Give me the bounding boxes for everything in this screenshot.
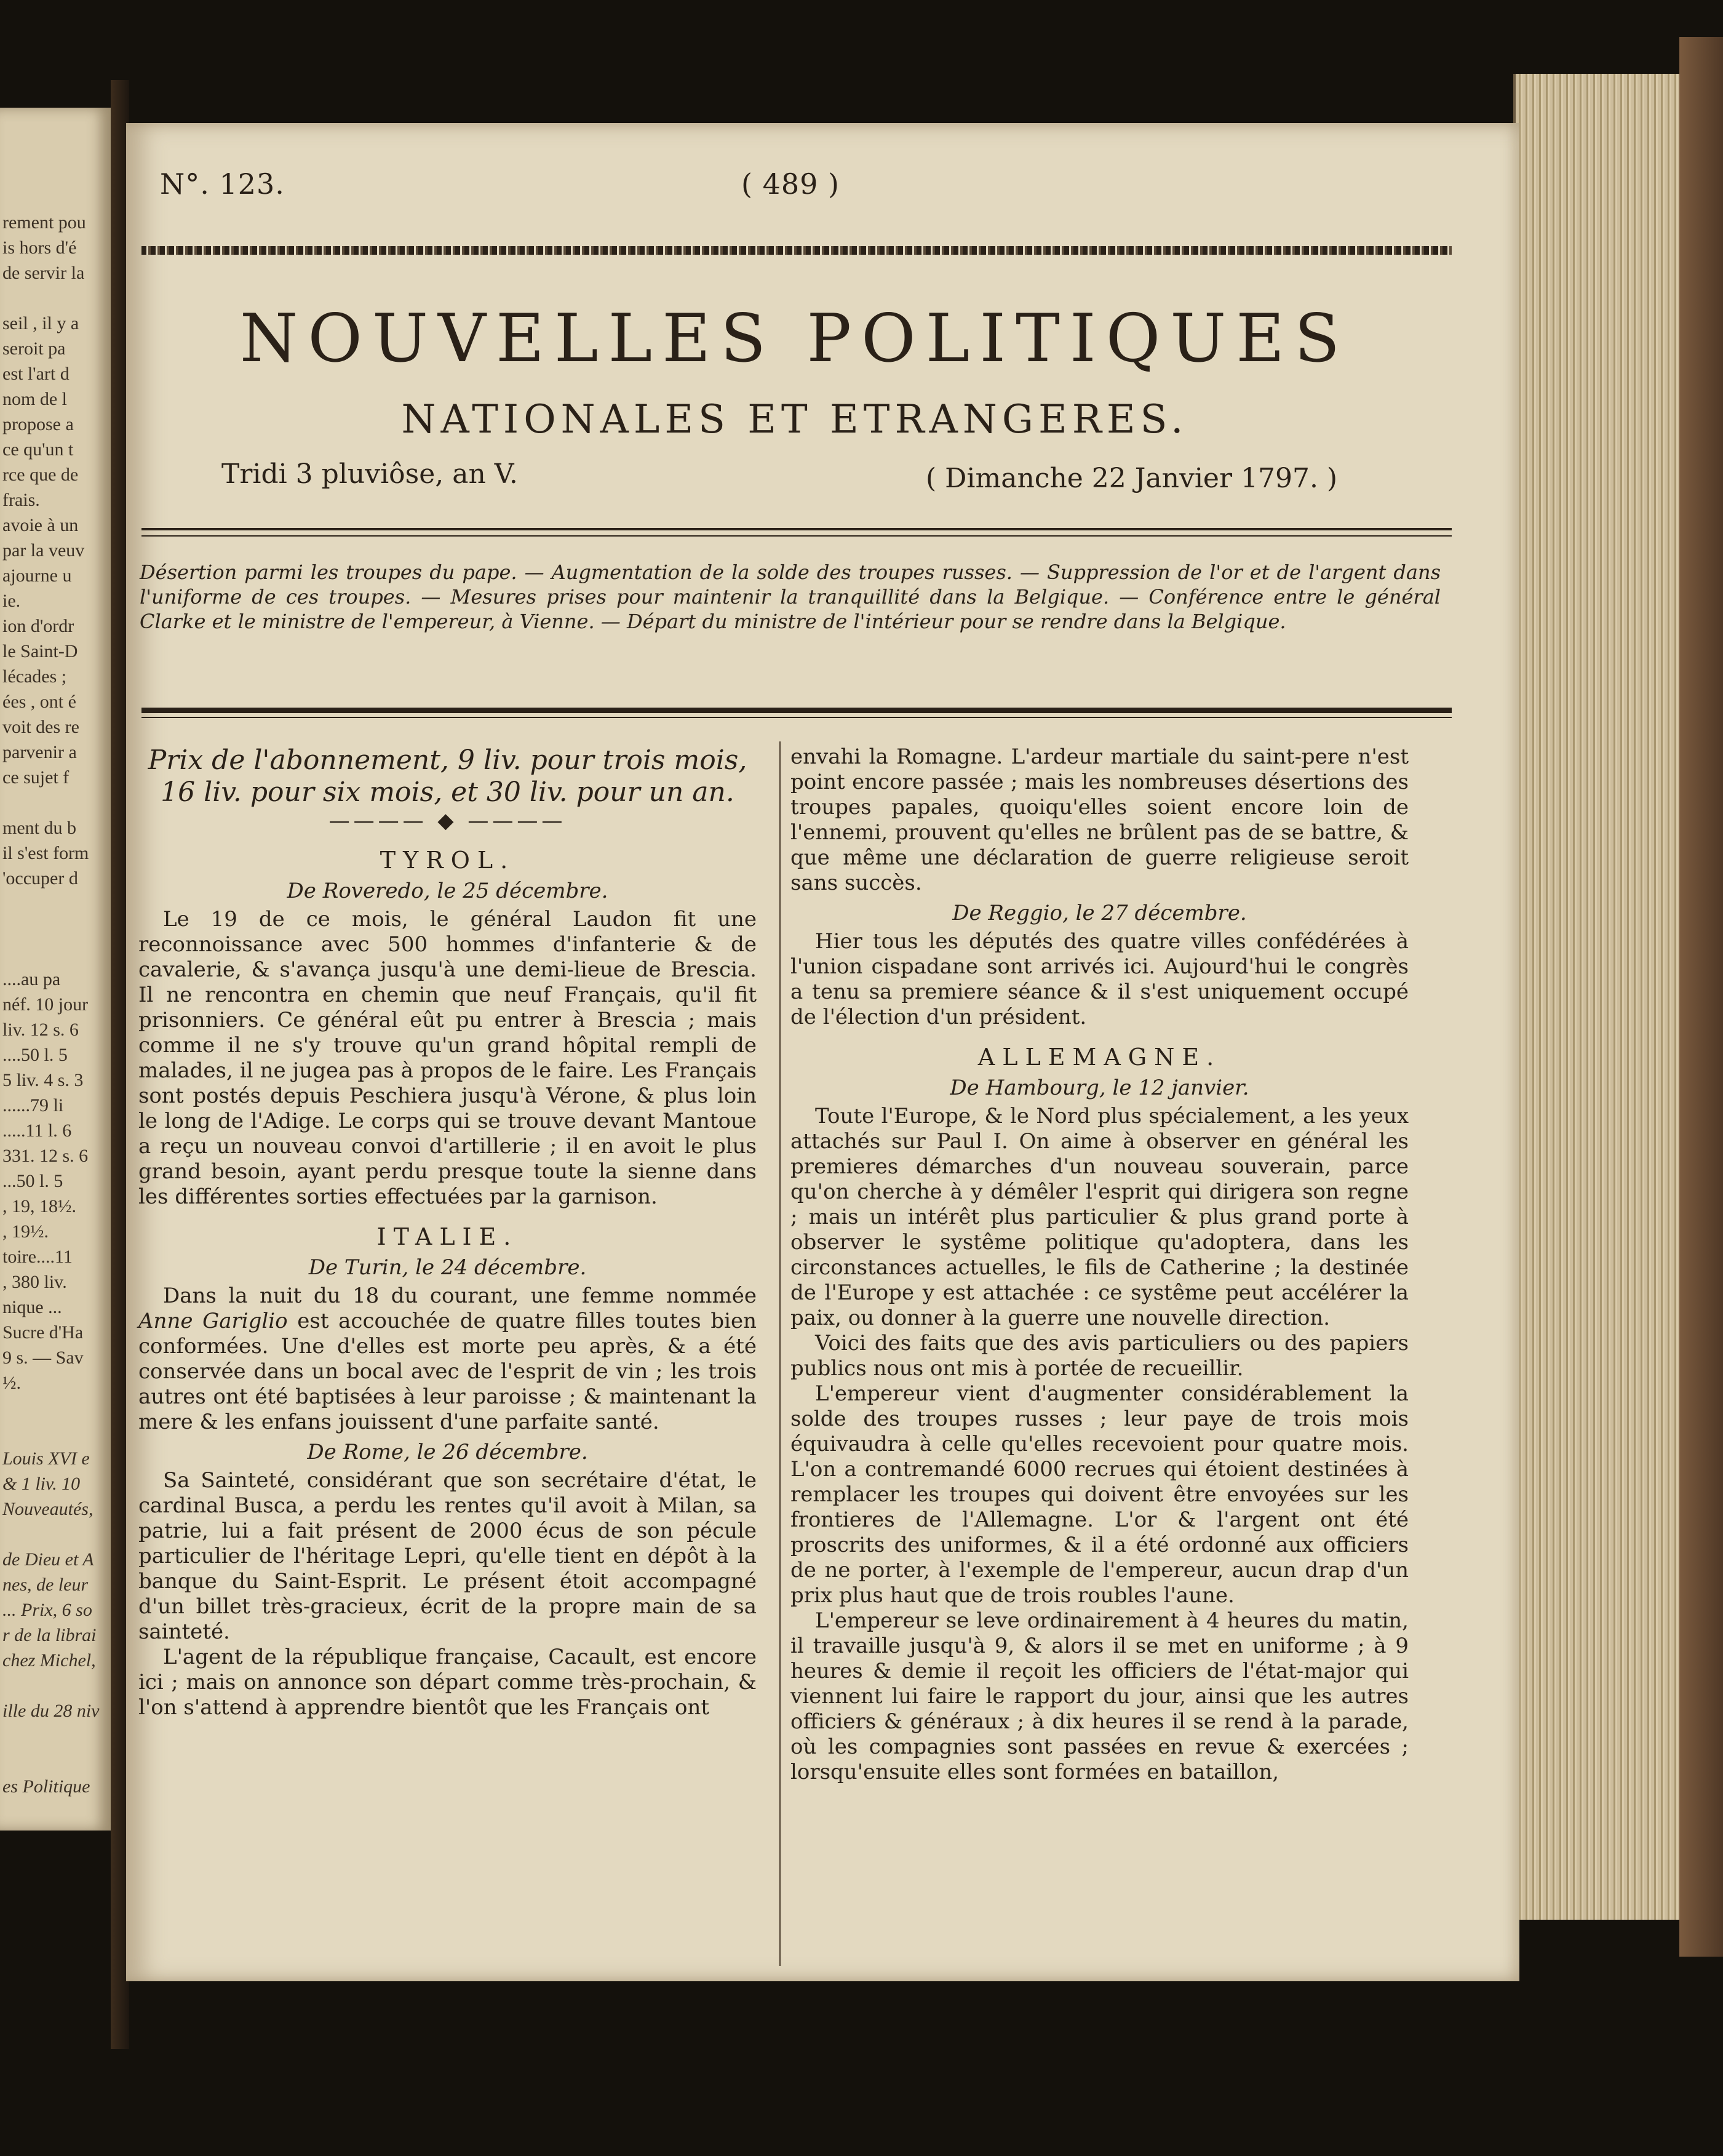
left-page-line: rce que de	[2, 465, 79, 485]
section-heading-tyrol: TYROL.	[380, 847, 515, 874]
article-turin-part-b: est accouchée de quatre filles toutes bien conformées. Une d'elles est morte peu après, & a été conservée dans un bocal avec de l'esprit de vin ; les trois autres ont été baptisées à leur paroisse ; & maintenant la mere & les enfans jouissent d'une parfaite santé.	[138, 1309, 757, 1434]
left-page-line: ion d'ordr	[2, 616, 74, 636]
gregorian-date: ( Dimanche 22 Janvier 1797. )	[926, 463, 1338, 494]
left-page-line: 'occuper d	[2, 868, 78, 888]
left-page-line: parvenir a	[2, 742, 77, 762]
article-rome-continued: envahi la Romagne. L'ardeur martiale du saint-pere n'est point encore passée ; mais les nombreuses désertions des troupes papales, quoiqu'elles soient encore loin de l'ennemi, prouvent qu'elles ne brûlent pas de se battre, & que même une déclaration de guerre religieuse seroit sans succès.	[790, 745, 1409, 895]
left-page-line: & 1 liv. 10	[2, 1474, 81, 1494]
left-page-line: ce sujet f	[2, 767, 70, 788]
left-page-line: chez Michel,	[2, 1650, 96, 1671]
section-heading-allemagne: ALLEMAGNE.	[977, 1044, 1222, 1071]
masthead-subtitle: NATIONALES ET ETRANGERES.	[401, 397, 1188, 442]
left-page-line: seroit pa	[2, 338, 66, 359]
person-name: Anne Gariglio	[138, 1309, 288, 1333]
left-page-line: ajourne u	[2, 565, 72, 586]
left-page-line: 5 liv. 4 s. 3	[2, 1070, 84, 1090]
double-rule-bottom	[141, 535, 1452, 537]
left-page-line: is hors d'é	[2, 238, 77, 258]
left-page-line: Nouveautés,	[2, 1499, 94, 1519]
left-page-line: de servir la	[2, 263, 85, 283]
left-page-line: est l'art d	[2, 364, 70, 384]
subscription-price-line-1: Prix de l'abonnement, 9 liv. pour trois mois,	[148, 745, 747, 776]
left-page-line: nique ...	[2, 1297, 62, 1317]
article-rome-2: L'agent de la république française, Cacault, est encore ici ; mais on annonce son départ comme très-prochain, & l'on s'attend à apprendre bientôt que les Français ont	[138, 1645, 757, 1720]
left-page-line: rement pou	[2, 212, 86, 233]
republican-date: Tridi 3 pluviôse, an V.	[221, 458, 518, 490]
left-page-line: voit des re	[2, 717, 79, 737]
left-page-line: ½.	[2, 1373, 21, 1393]
right-column	[790, 745, 1409, 1785]
subscription-price-line-2: 16 liv. pour six mois, et 30 liv. pour un an.	[161, 777, 734, 808]
article-turin-part-a: Dans la nuit du 18 du courant, une femme nommée	[163, 1284, 757, 1308]
header-ornament-rule	[141, 246, 1452, 255]
left-column	[138, 745, 757, 1720]
previous-page-fragment	[0, 108, 114, 1831]
dateline-reggio: De Reggio, le 27 décembre.	[952, 901, 1247, 925]
left-page-line: le Saint-D	[2, 641, 78, 661]
summary-rule-thin	[141, 717, 1452, 718]
issue-number: N°. 123.	[160, 167, 285, 201]
article-hambourg-4: L'empereur se leve ordinairement à 4 heures du matin, il travaille jusqu'à 9, & alors il se met en uniforme ; à 9 heures & demie il reçoit les officiers de l'état-major qui viennent lui faire le rapport du jour, ainsi que les autres officiers & généraux ; à dix heures il se rend à la parade, où les compagnies sont passées en revue & exercées ; lorsqu'ensuite elles sont formées en bataillon,	[790, 1608, 1409, 1784]
left-page-line: 331. 12 s. 6	[2, 1146, 89, 1166]
left-page-line: ...50 l. 5	[2, 1171, 63, 1191]
page-number: ( 489 )	[741, 167, 840, 201]
left-page-line: , 380 liv.	[2, 1272, 67, 1292]
dateline-turin: De Turin, le 24 décembre.	[308, 1255, 587, 1280]
article-reggio: Hier tous les députés des quatre villes confédérées à l'union cispadane sont arrivés ici. Aujourd'hui le congrès a tenu sa premiere séance & il s'est uniquement occupé de l'élection d'un président.	[790, 929, 1409, 1029]
dateline-roveredo: De Roveredo, le 25 décembre.	[287, 879, 608, 903]
left-page-line: frais.	[2, 490, 40, 510]
article-tyrol: Le 19 de ce mois, le général Laudon fit une reconnoissance avec 500 hommes d'infanterie & de cavalerie, & s'avança jusqu'à une demi-lieue de Brescia. Il ne rencontra en chemin que neuf Français, qu'il fit prisonniers. Ce général eût pu entrer à Brescia ; mais comme il ne s'y trouve qu'un grand hôpital rempli de malades, il ne jugea pas à propos de le faire. Les Français sont postés depuis Peschiera jusqu'à Vérone, & plus loin le long de l'Adige. Le corps qui se trouve devant Mantoue a reçu un nouveau convoi d'artillerie ; il en avoit le plus grand besoin, ayant perdu presque toute la sienne dans les différentes sorties effectuées par la garnison.	[138, 907, 757, 1209]
left-page-line: Louis XVI e	[2, 1448, 90, 1469]
article-rome-1: Sa Sainteté, considérant que son secrétaire d'état, le cardinal Busca, a perdu les rentes qu'il avoit à Milan, sa patrie, lui a fait présent de 2000 écus de son pécule particulier de l'héritage Lepri, qu'elle tient en dépôt à la banque du Saint-Esprit. Le présent étoit accompagné d'un billet très-gracieux, écrit de la propre main de sa sainteté.	[138, 1468, 757, 1644]
page-stack-edges	[1513, 74, 1682, 1920]
left-page-line: ....50 l. 5	[2, 1045, 68, 1065]
left-page-line: seil , il y a	[2, 313, 79, 333]
left-page-line: ce qu'un t	[2, 439, 74, 460]
left-page-line: , 19, 18½.	[2, 1196, 76, 1216]
dateline-rome: De Rome, le 26 décembre.	[307, 1440, 588, 1464]
left-page-line: liv. 12 s. 6	[2, 1020, 79, 1040]
left-page-line: ......79 li	[2, 1095, 64, 1116]
article-hambourg-3: L'empereur vient d'augmenter considérablement la solde des troupes russes ; leur paye de trois mois équivaudra à celle qu'elles recevoient pour quatre mois. L'on a contremandé 6000 recrues qui étoient destinées à remplacer les troupes qui doivent être envoyées sur les frontieres de l'Allemagne. L'or & l'argent ont été proscrits des uniformes, & il a été ordonné aux officiers de ne porter, à l'exemple de l'empereur, aucun drap d'un prix plus haut que de trois roubles l'aune.	[790, 1381, 1409, 1608]
summary-rule	[141, 708, 1452, 713]
left-page-line: r de la librai	[2, 1625, 97, 1645]
masthead-title: NOUVELLES POLITIQUES	[239, 300, 1350, 377]
left-page-line: ille du 28 niv	[2, 1701, 100, 1721]
left-page-line: Sucre d'Ha	[2, 1322, 84, 1343]
left-page-line: il s'est form	[2, 843, 89, 863]
left-page-line: es Politique	[2, 1776, 90, 1797]
left-page-line: , 19½.	[2, 1221, 49, 1242]
dateline-hambourg: De Hambourg, le 12 janvier.	[950, 1076, 1249, 1100]
left-page-line: nom de l	[2, 389, 67, 409]
article-hambourg-1: Toute l'Europe, & le Nord plus spécialement, a les yeux attachés sur Paul I. On aime à observer en général les premieres démarches d'un nouveau souverain, parce qu'on cherche à y démêler l'esprit qui dirigera son regne ; mais un intérêt plus particulier & plus grand porte à observer le systême politique qu'adoptera, dans les circonstances actuelles, le fils de Catherine ; la destinée de l'Europe y est attachée : ce systême peut accélérer la paix, ou donner à la guerre une nouvelle direction.	[790, 1104, 1409, 1330]
left-page-line: par la veuv	[2, 540, 85, 561]
ornament-divider: ———— ◆ ————	[328, 808, 567, 833]
left-page-line: ées , ont é	[2, 692, 76, 712]
left-page-line: .....11 l. 6	[2, 1120, 72, 1141]
left-page-line: 9 s. — Sav	[2, 1348, 84, 1368]
left-page-line: propose a	[2, 414, 74, 434]
newspaper-page	[126, 123, 1519, 1981]
left-page-line: ment du b	[2, 818, 76, 838]
book-cover-edge	[1679, 37, 1723, 1957]
article-turin	[138, 1284, 757, 1435]
left-page-line: lécades ;	[2, 666, 67, 687]
double-rule-top	[141, 528, 1452, 530]
column-divider	[779, 741, 781, 1966]
left-page-line: nes, de leur	[2, 1575, 89, 1595]
left-page-line: ... Prix, 6 so	[2, 1600, 92, 1620]
section-heading-italie: ITALIE.	[376, 1223, 519, 1250]
left-page-line: toire....11	[2, 1247, 73, 1267]
article-hambourg-2: Voici des faits que des avis particuliers ou des papiers publics nous ont mis à portée de recueillir.	[790, 1331, 1409, 1381]
left-page-line: de Dieu et A	[2, 1549, 94, 1570]
issue-summary: Désertion parmi les troupes du pape. — Augmentation de la solde des troupes russes. — Suppression de l'or et de l'argent dans l'uniforme de ces troupes. — Mesures prises pour maintenir la tranquillité dans la Belgique. — Conférence entre le général Clarke et le ministre de l'empereur, à Vienne. — Départ du ministre de l'intérieur pour se rendre dans la Belgique.	[140, 561, 1441, 633]
left-page-line: ie.	[2, 591, 21, 611]
left-page-line: avoie à un	[2, 515, 79, 535]
left-page-line: ....au pa	[2, 969, 61, 989]
left-page-line: néf. 10 jour	[2, 994, 89, 1015]
